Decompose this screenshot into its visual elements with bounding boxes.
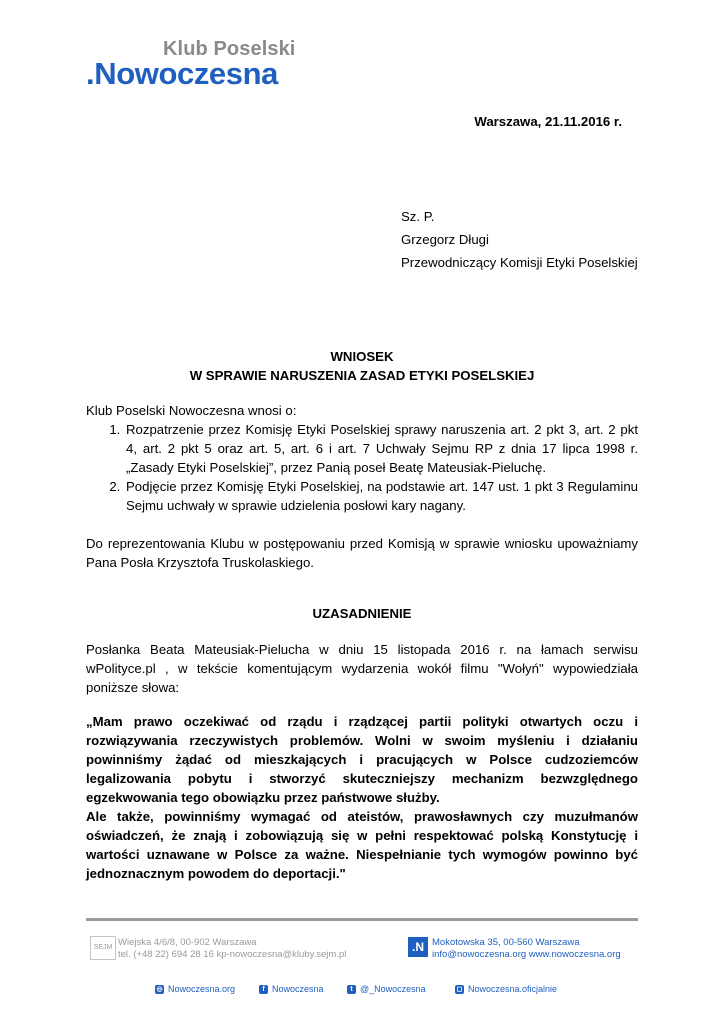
request-intro: Klub Poselski Nowoczesna wnosi o: [86, 403, 297, 418]
sejm-logo: SEJM [90, 936, 116, 960]
document-heading [86, 347, 638, 385]
addressee-name: Grzegorz Długi [401, 232, 489, 247]
footer-divider [86, 918, 638, 921]
globe-icon: ◎ [156, 985, 163, 993]
justification-heading: UZASADNIENIE [312, 606, 412, 621]
heading-line-1: WNIOSEK [330, 349, 394, 364]
footer-left-line-1: Wiejska 4/6/8, 00-902 Warszawa [118, 937, 257, 948]
quote-part-2: Ale także, powinniśmy wymagać od ateistów, prawosławnych czy muzułmanów oświadczeń, że znają i zobowiązują się w pełni respektować polską Konstytucję i wartości uznawane w Polsce za ważne. Niespełnianie tych wymogów powinno być jednoznacznym powodem do deportacji." [86, 809, 638, 881]
facebook-icon: f [259, 985, 268, 994]
request-section [86, 401, 638, 515]
heading-line-2: W SPRAWIE NARUSZENIA ZASAD ETYKI POSELSKIEJ [189, 368, 535, 383]
social-link-website[interactable] [155, 984, 235, 994]
social-label: @_Nowoczesna [360, 984, 426, 994]
footer-right-line-2: info@nowoczesna.org www.nowoczesna.org [432, 949, 621, 960]
quote-block [86, 712, 638, 883]
nowoczesna-badge-icon: .N [408, 937, 428, 957]
document-date: Warszawa, 21.11.2016 r. [474, 114, 622, 129]
social-link-facebook[interactable] [259, 984, 324, 994]
social-link-twitter[interactable] [347, 984, 426, 994]
request-list [86, 420, 638, 515]
representation-paragraph: Do reprezentowania Klubu w postępowaniu przed Komisją w sprawie wniosku upoważniamy Pana Posła Krzysztofa Truskolaskiego. [86, 536, 638, 570]
addressee-title: Przewodniczący Komisji Etyki Poselskiej [401, 255, 638, 270]
logo-title: .Nowoczesna [86, 56, 278, 91]
request-item: 1. Rozpatrzenie przez Komisję Etyki Poselskiej sprawy naruszenia art. 2 pkt 3, art. 2 pkt 4, art. 2 pkt 5 oraz art. 5, art. 6 i art. 7 Uchwały Sejmu RP z dnia 17 lipca 1998 r. „Zasady Etyki Poselskiej”, przez Panią poseł Beatę Mateusiak-Pieluchę. [124, 420, 638, 477]
instagram-icon: ◻ [456, 985, 463, 993]
addressee-block [401, 207, 638, 276]
quote-part-1: „Mam prawo oczekiwać od rządu i rządzącej partii polityki otwartych oczu i rozwiązywania rzeczywistych problemów. Wolni w swoim myśleniu i działaniu powinniśmy żądać od mieszkających i pracujących w Polsce cudzoziemców legalizowania pobytu i stworzyć skuteczniejszy mechanizm bezwzględnego egzekwowania tego obowiązku przez państwowe służby. [86, 714, 638, 805]
social-label: Nowoczesna [272, 984, 324, 994]
twitter-icon: t [347, 985, 356, 994]
logo-subtitle: Klub Poselski [163, 38, 296, 60]
social-link-instagram[interactable] [455, 984, 557, 994]
justification-paragraph: Posłanka Beata Mateusiak-Pielucha w dniu 15 listopada 2016 r. na łamach serwisu wPolityce.pl , w tekście komentującym wydarzenia wokół filmu "Wołyń" wypowiedziała poniższe słowa: [86, 642, 638, 695]
footer-right-line-1: Mokotowska 35, 00-560 Warszawa [432, 937, 580, 948]
footer-right-address [432, 937, 621, 961]
social-label: Nowoczesna.oficjalnie [468, 984, 558, 994]
request-item: 2. Podjęcie przez Komisję Etyki Poselskiej, na podstawie art. 147 ust. 1 pkt 3 Regulaminu Sejmu uchwały w sprawie udzielenia posłowi kary nagany. [124, 477, 638, 515]
social-label: Nowoczesna.org [168, 984, 236, 994]
footer-left-line-2: tel. (+48 22) 694 28 16 kp-nowoczesna@kluby.sejm.pl [118, 949, 347, 960]
addressee-salutation: Sz. P. [401, 209, 435, 224]
footer-left-address [118, 937, 346, 961]
